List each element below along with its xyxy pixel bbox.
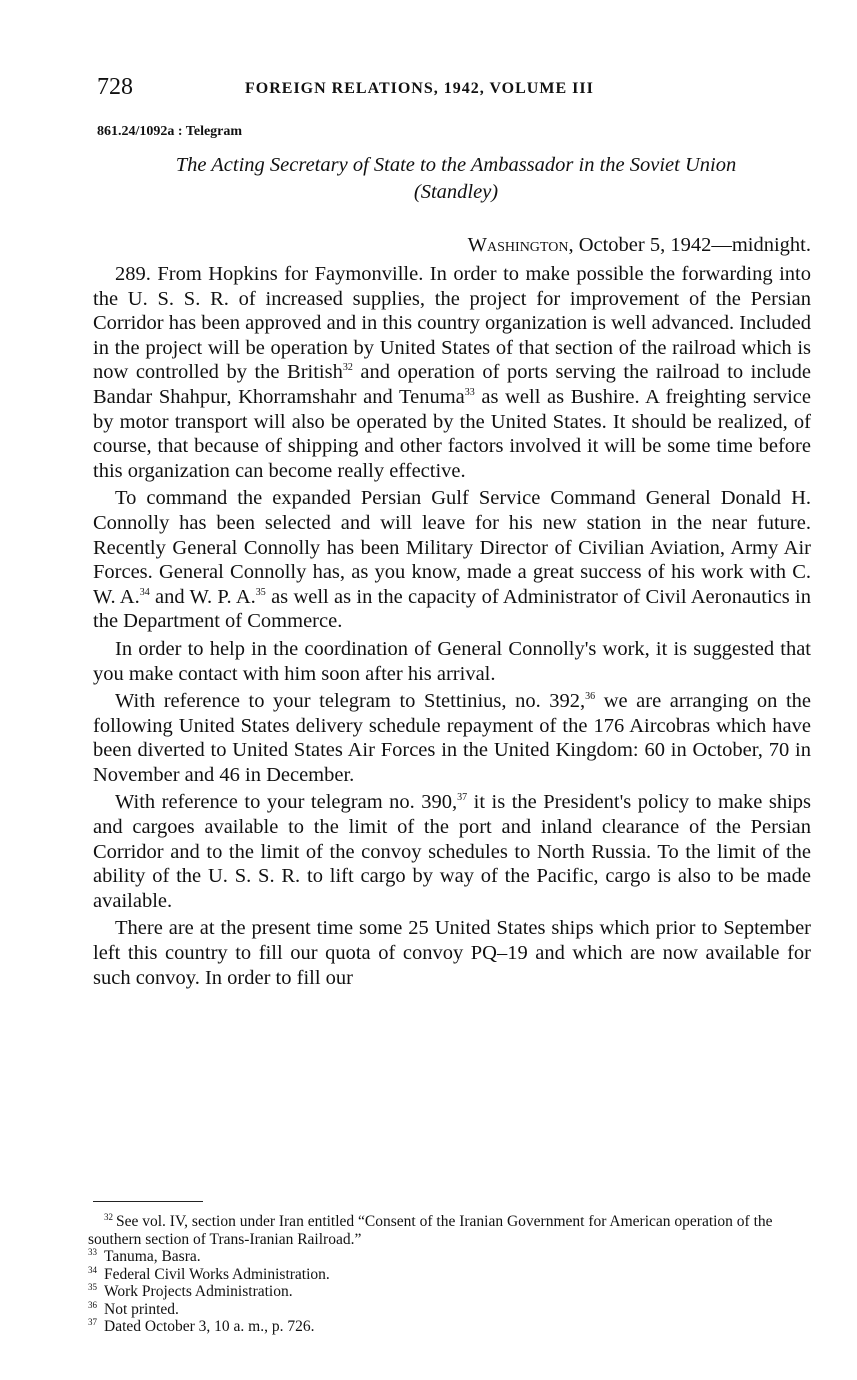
footnote-marker: 37 — [457, 792, 468, 804]
dateline-date: , October 5, 1942—midnight. — [568, 234, 811, 256]
footnote-text: Tanuma, Basra. — [104, 1248, 201, 1265]
paragraph-text: we are arranging on the following United States delivery schedule repayment of the 176 Aircobras which have been diverted to United States Air Forces in the United Kingdom: 60 in October, 70 in November and 46 in December. — [93, 690, 811, 786]
title-line-1: The Acting Secretary of State to the Ambassador in the Soviet Union — [175, 154, 737, 176]
file-reference: 861.24/1092a : Telegram — [97, 124, 243, 139]
dateline — [468, 234, 811, 257]
paragraph-text: as well as in the capacity of Administrator of Civil Aeronautics in the Department of Commerce. — [93, 585, 812, 633]
footnote-text: See vol. IV, section under Iran entitled “Consent of the Iranian Government for American operation of the southern section of Trans-Iranian Railroad.” — [88, 1213, 773, 1248]
paragraph-text: as well as Bushire. A freighting service by motor transport will also be operated by the United States. It should be realized, of course, that because of shipping and other factors involved it will be some time before this organization can become really effective. — [93, 385, 811, 482]
footnote-32 — [88, 1213, 810, 1248]
footnote-text: Not printed. — [104, 1300, 179, 1318]
paragraph-text: it is the President's policy to make ships and cargoes available to the limit of the port and inland clearance of the Persian Corridor and to the limit of the convoy schedules to North Russia. To the limit of the ability of the U. S. S. R. to lift cargo by way of the Pacific, cargo is also to be made available. — [93, 791, 811, 912]
footnote-37: 37 Dated October 3, 10 a. m., p. 726. — [88, 1317, 315, 1335]
paragraph-text: 289. From Hopkins for Faymonville. In order to make possible the forwarding into the U. S. S. R. of increased supplies, the project for improvement of the Persian Corridor has been approved and in this country organization is well advanced. Included in the project will be operation by United States of that section of the railroad which is now controlled by the British — [93, 263, 811, 384]
footnote-35: 35 Work Projects Administration. — [88, 1282, 293, 1300]
telegram-body — [93, 262, 811, 993]
dateline-place: Washington — [467, 234, 569, 256]
body-paragraph — [93, 916, 811, 990]
title-line-2: (Standley) — [413, 181, 499, 203]
body-paragraph — [93, 262, 811, 483]
footnote-number: 32 — [104, 1212, 113, 1222]
page-number: 728 — [97, 74, 133, 100]
footnote-text: Federal Civil Works Administration. — [104, 1265, 330, 1283]
body-paragraph — [93, 689, 811, 787]
footnote-34: 34 Federal Civil Works Administration. — [88, 1264, 330, 1283]
body-paragraph — [93, 486, 811, 634]
footnote-36: 36 Not printed. — [88, 1299, 179, 1318]
paragraph-text: To command the expanded Persian Gulf Service Command General Donald H. Connolly has been selected and will leave for his new station in the near future. Recently General Connolly has been Military Director of Civilian Aviation, Army Air Forces. General Connolly has, as you know, made a great success of his work with C. W. A. — [93, 487, 811, 608]
body-paragraph — [93, 790, 811, 913]
footnote-marker: 32 — [342, 362, 353, 374]
paragraph-text: In order to help in the coordination of General Connolly's work, it is suggested that you make contact with him soon after his arrival. — [93, 637, 811, 685]
footnote-33: 33 Tanuma, Basra. — [88, 1247, 201, 1265]
footnote-marker: 34 — [139, 586, 150, 598]
paragraph-text: With reference to your telegram no. 390, — [115, 791, 458, 814]
footnote-text: Work Projects Administration. — [104, 1283, 293, 1300]
body-paragraph — [93, 637, 811, 686]
footnotes — [88, 1213, 810, 1336]
footnote-marker: 33 — [464, 386, 475, 398]
running-head: FOREIGN RELATIONS, 1942, VOLUME III — [245, 80, 594, 97]
footnote-marker: 35 — [255, 586, 266, 598]
paragraph-text: and operation of ports serving the railroad to include Bandar Shahpur, Khorramshahr and Tenuma — [93, 361, 811, 408]
paragraph-text: With reference to your telegram to Stettinius, no. 392, — [115, 690, 586, 713]
paragraph-text: and W. P. A. — [149, 585, 256, 608]
page-header — [97, 74, 797, 104]
document-title — [97, 152, 815, 206]
footnote-rule — [93, 1201, 203, 1202]
footnote-marker: 36 — [585, 691, 596, 703]
paragraph-text: There are at the present time some 25 United States ships which prior to September left this country to fill our quota of convoy PQ–19 and which are now available for such convoy. In order to fill our — [93, 917, 811, 989]
footnote-text: Dated October 3, 10 a. m., p. 726. — [104, 1318, 315, 1335]
